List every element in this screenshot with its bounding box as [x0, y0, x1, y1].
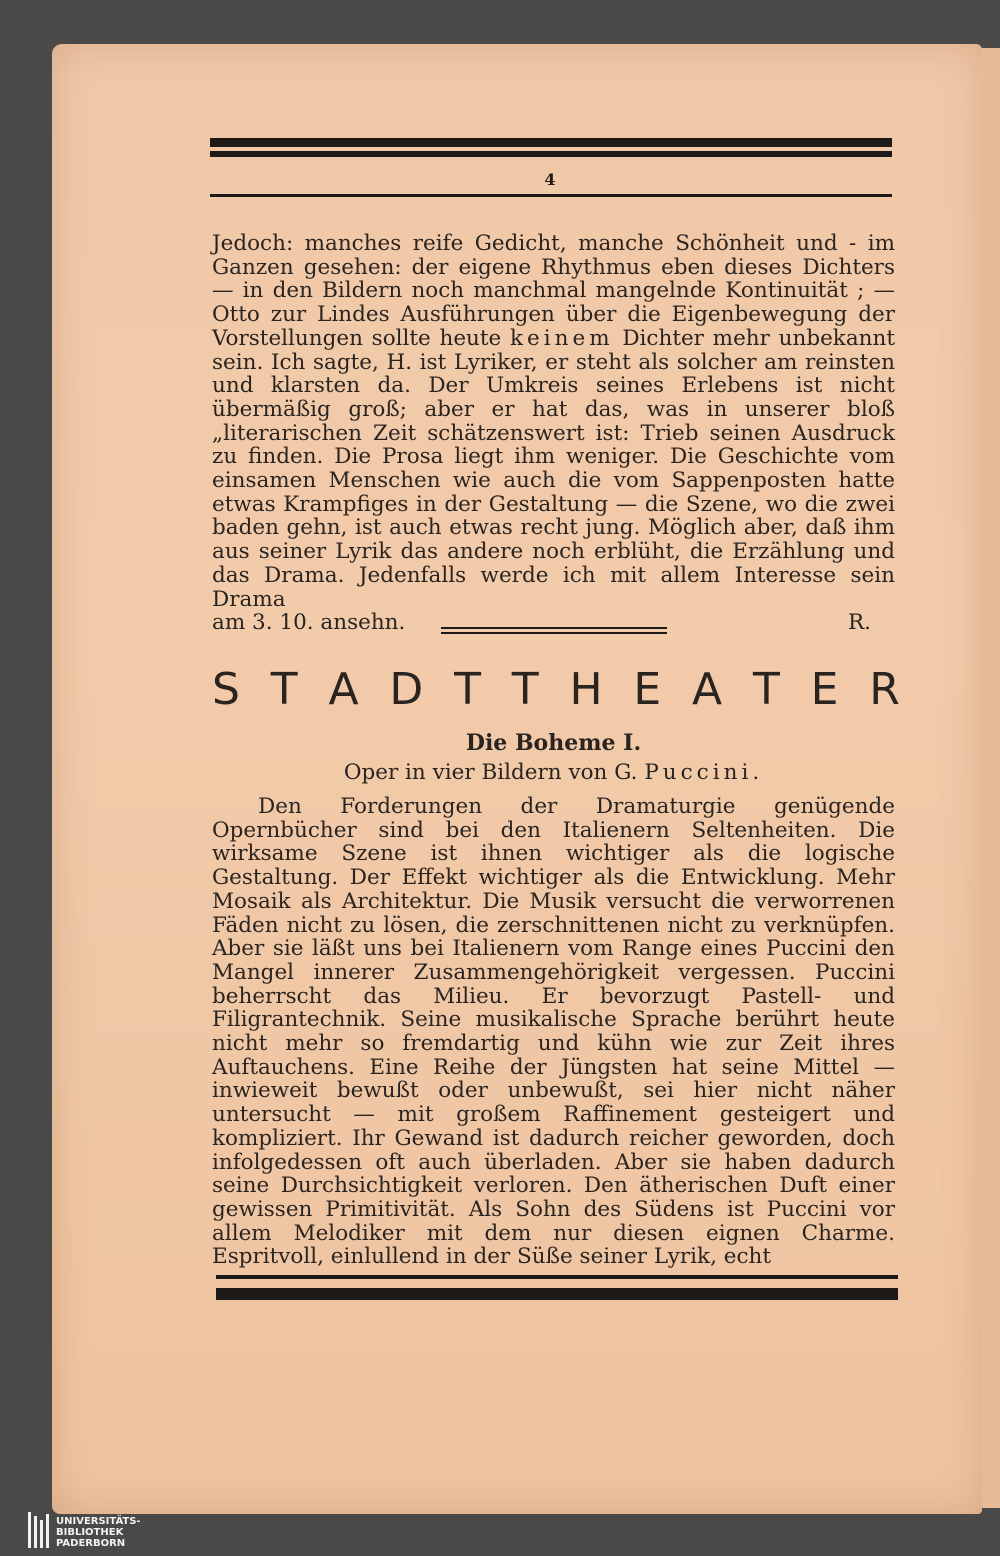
title-letter: R [869, 664, 900, 715]
title-letter: T [511, 664, 539, 715]
title-letter: E [633, 664, 662, 715]
logo-line-3: PADERBORN [56, 1537, 126, 1549]
title-letter: A [692, 664, 723, 715]
title-letter: T [270, 664, 298, 715]
section-title-stadttheater [212, 664, 900, 715]
article-review-text [212, 232, 895, 635]
title-letter: H [569, 664, 603, 715]
opera-review-text: Den Forderungen der Dramaturgie genügende Opernbücher sind bei den Italienern Seltenheiten. Die wirksame Szene ist ihnen wichtiger als die logische Gestaltung. Der Effekt wichtiger als die Entwicklung. Mehr Mosaik als Architektur. Die Musik versucht die verworrenen Fäden nicht zu lösen, die zerschnittenen nicht zu verknüpfen. Aber sie läßt uns bei Italienern vom Range eines Puccini den Mangel innerer Zusammengehörigkeit vergessen. Puccini beherrscht das Milieu. Er bevorzugt Pastell- und Filigrantechnik. Seine musikalische Sprache berührt heute nicht mehr so fremdartig und kühn wie zur Zeit ihres Auftauchens. Eine Reihe der Jüngsten hat seine Mittel — inwieweit bewußt oder unbewußt, sei hier nicht näher untersucht — mit großem Raffinement gesteigert und kompliziert. Ihr Gewand ist dadurch reicher geworden, doch infolgedessen oft auch überladen. Aber sie haben dadurch seine Durchsichtigkeit verloren. Den ätherischen Duft einer gewissen Primitivität. Als Sohn des Südens ist Puccini vor allem Melodiker mit dem nur diesen eignen Charme. Espritvoll, einlullend in der Süße seiner Lyrik, echt [212, 794, 895, 1270]
review-signature: R. [847, 610, 871, 636]
header-rule-thick [210, 138, 892, 147]
header-rule-medium [210, 151, 892, 157]
library-logo [0, 1508, 200, 1556]
byline-prefix: Oper in vier Bildern von G. [343, 760, 645, 785]
opera-title: Die Boheme I. [465, 730, 642, 756]
logo-line-2: BIBLIOTHEK [56, 1526, 124, 1538]
review-last-line: am 3. 10. ansehn. [212, 610, 406, 636]
byline-composer: Puccini. [644, 760, 764, 785]
review-text-part2: Dichter mehr unbekannt sein. Ich sagte, H. ist Lyriker, er steht als solcher am reinsten und klarsten da. Der Umkreis seines Erlebens ist nicht übermäßig groß; aber er hat das, was in unserer bloß „literarischen Zeit schätzenswert ist: Trieb seinen Ausdruck zu finden. Die Prosa liegt ihm weniger. Die Geschichte vom einsamen Menschen wie auch die vom Sappenposten hatte etwas Krampfiges in der Gestaltung — die Szene, wo die zwei baden gehn, ist auch etwas recht jung. Möglich aber, daß ihm aus seiner Lyrik das andere noch erblüht, die Erzählung und das Drama. Jedenfalls werde ich mit allem Interesse sein Drama [212, 325, 895, 612]
title-letter: S [212, 664, 240, 715]
library-logo-icon [28, 1512, 50, 1552]
footer-rule-thin [216, 1275, 898, 1279]
section-separator-bottom [441, 632, 667, 634]
logo-line-1: UNIVERSITÄTS- [56, 1515, 141, 1527]
review-text-part1: Jedoch: manches reife Gedicht, manche Schönheit und - im Ganzen gesehen: der eigene Rhythmus eben dieses Dichters — in den Bildern noch manchmal mangelnde Kontinuität ; — Otto zur Lindes Ausführungen über die Eigenbewegung der Vorstellungen sollte heute [212, 231, 895, 351]
footer-rule-thick [216, 1288, 898, 1300]
opera-byline [212, 760, 895, 785]
header-rule-thin [210, 194, 892, 197]
page-number: 4 [544, 170, 556, 189]
title-letter: T [454, 664, 481, 715]
review-paragraph [212, 232, 895, 611]
review-emphasis: keinem [510, 325, 614, 351]
title-letter: T [752, 664, 780, 715]
section-separator-top [441, 627, 667, 629]
title-letter: A [328, 664, 359, 715]
title-letter: E [810, 664, 839, 715]
title-letter: D [389, 664, 424, 715]
library-logo-text [56, 1516, 141, 1549]
